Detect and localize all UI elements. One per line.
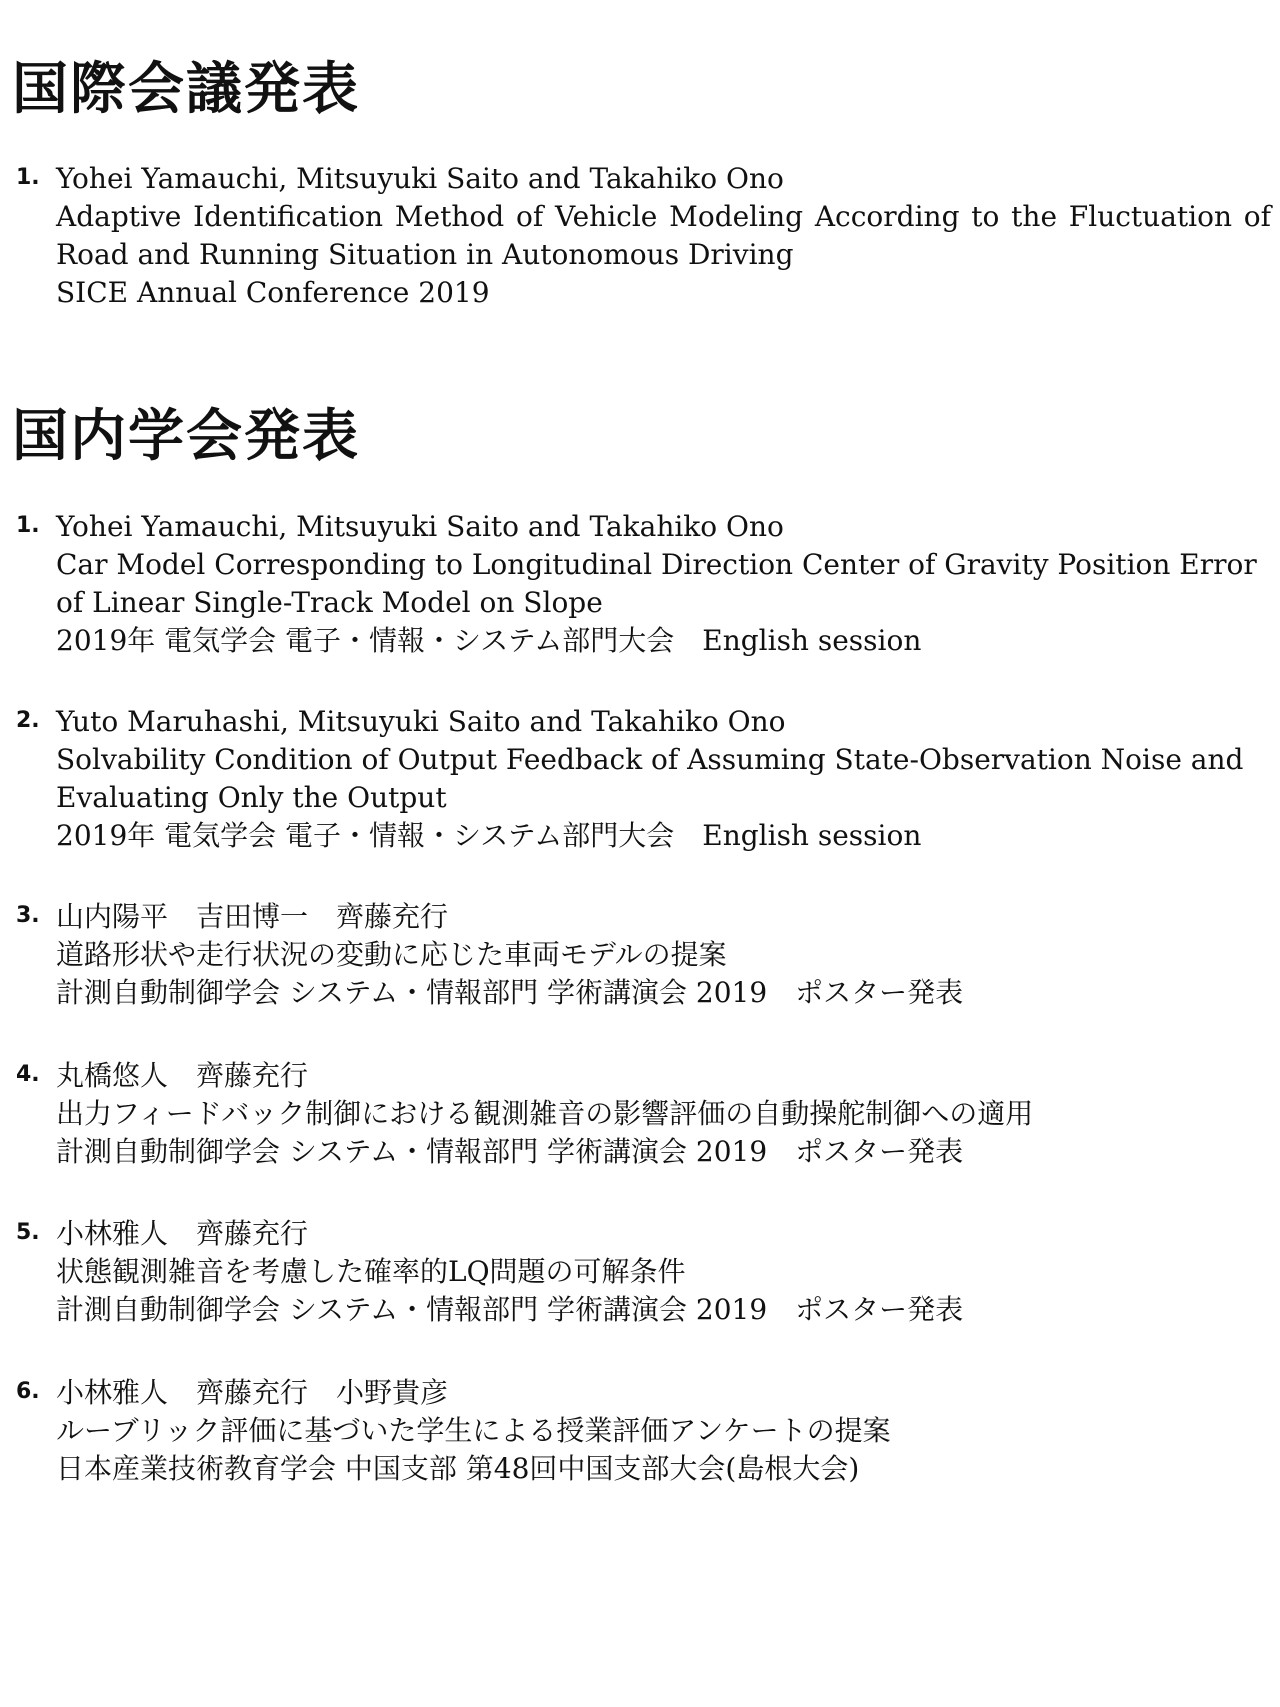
entry-number: 5. [16, 1220, 40, 1245]
entry-venue: SICE Annual Conference 2019 [56, 276, 490, 309]
entry-venue: 計測自動制御学会 システム・情報部門 学術講演会 2019 ポスター発表 [56, 1293, 964, 1326]
entry-number: 3. [16, 903, 40, 928]
entry-number: 1. [16, 165, 40, 190]
entry-title: Solvability Condition of Output Feedback of Assuming State-Observation Noise and Evaluating Only the Output [56, 743, 1244, 814]
entry-body [56, 703, 1271, 855]
entry-authors: Yohei Yamauchi, Mitsuyuki Saito and Takahiko Ono [56, 510, 784, 543]
entry-authors: 小林雅人 齊藤充行 小野貴彦 [56, 1376, 449, 1409]
entry-authors: Yohei Yamauchi, Mitsuyuki Saito and Takahiko Ono [56, 162, 784, 195]
section-title-international: 国際会議発表 [12, 57, 360, 122]
entry-number: 1. [16, 513, 40, 538]
entry-venue: 2019年 電気学会 電子・情報・システム部門大会 English session [56, 624, 922, 657]
entry-authors: Yuto Maruhashi, Mitsuyuki Saito and Takahiko Ono [56, 705, 786, 738]
entry-title: 状態観測雑音を考慮した確率的LQ問題の可解条件 [56, 1255, 686, 1288]
entry-title: Adaptive Identification Method of Vehicle Modeling According to the Fluctuation of Road and Running Situation in Autonomous Driving [56, 200, 1271, 271]
entry-venue: 2019年 電気学会 電子・情報・システム部門大会 English session [56, 819, 922, 852]
entry-authors: 山内陽平 吉田博一 齊藤充行 [56, 900, 449, 933]
entry-venue: 計測自動制御学会 システム・情報部門 学術講演会 2019 ポスター発表 [56, 1135, 964, 1168]
entry-venue: 計測自動制御学会 システム・情報部門 学術講演会 2019 ポスター発表 [56, 976, 964, 1009]
entry-number: 4. [16, 1062, 40, 1087]
entry-title: ルーブリック評価に基づいた学生による授業評価アンケートの提案 [56, 1414, 891, 1447]
entry-authors: 小林雅人 齊藤充行 [56, 1217, 309, 1250]
entry-title: 出力フィードバック制御における観測雑音の影響評価の自動操舵制御への適用 [56, 1097, 1034, 1130]
entry-authors: 丸橋悠人 齊藤充行 [56, 1059, 309, 1092]
entry-venue: 日本産業技術教育学会 中国支部 第48回中国支部大会(島根大会) [56, 1452, 860, 1485]
entry-body [56, 160, 1271, 312]
entry-body [56, 1057, 1271, 1171]
entry-title: Car Model Corresponding to Longitudinal Direction Center of Gravity Position Error of Linear Single-Track Model on Slope [56, 548, 1257, 619]
entry-body [56, 1374, 1271, 1488]
entry-body [56, 508, 1271, 660]
entry-number: 2. [16, 708, 40, 733]
entry-number: 6. [16, 1379, 40, 1404]
entry-title: 道路形状や走行状況の変動に応じた車両モデルの提案 [56, 938, 727, 971]
entry-body [56, 1215, 1271, 1329]
section-title-domestic: 国内学会発表 [12, 404, 360, 469]
entry-body [56, 898, 1271, 1012]
